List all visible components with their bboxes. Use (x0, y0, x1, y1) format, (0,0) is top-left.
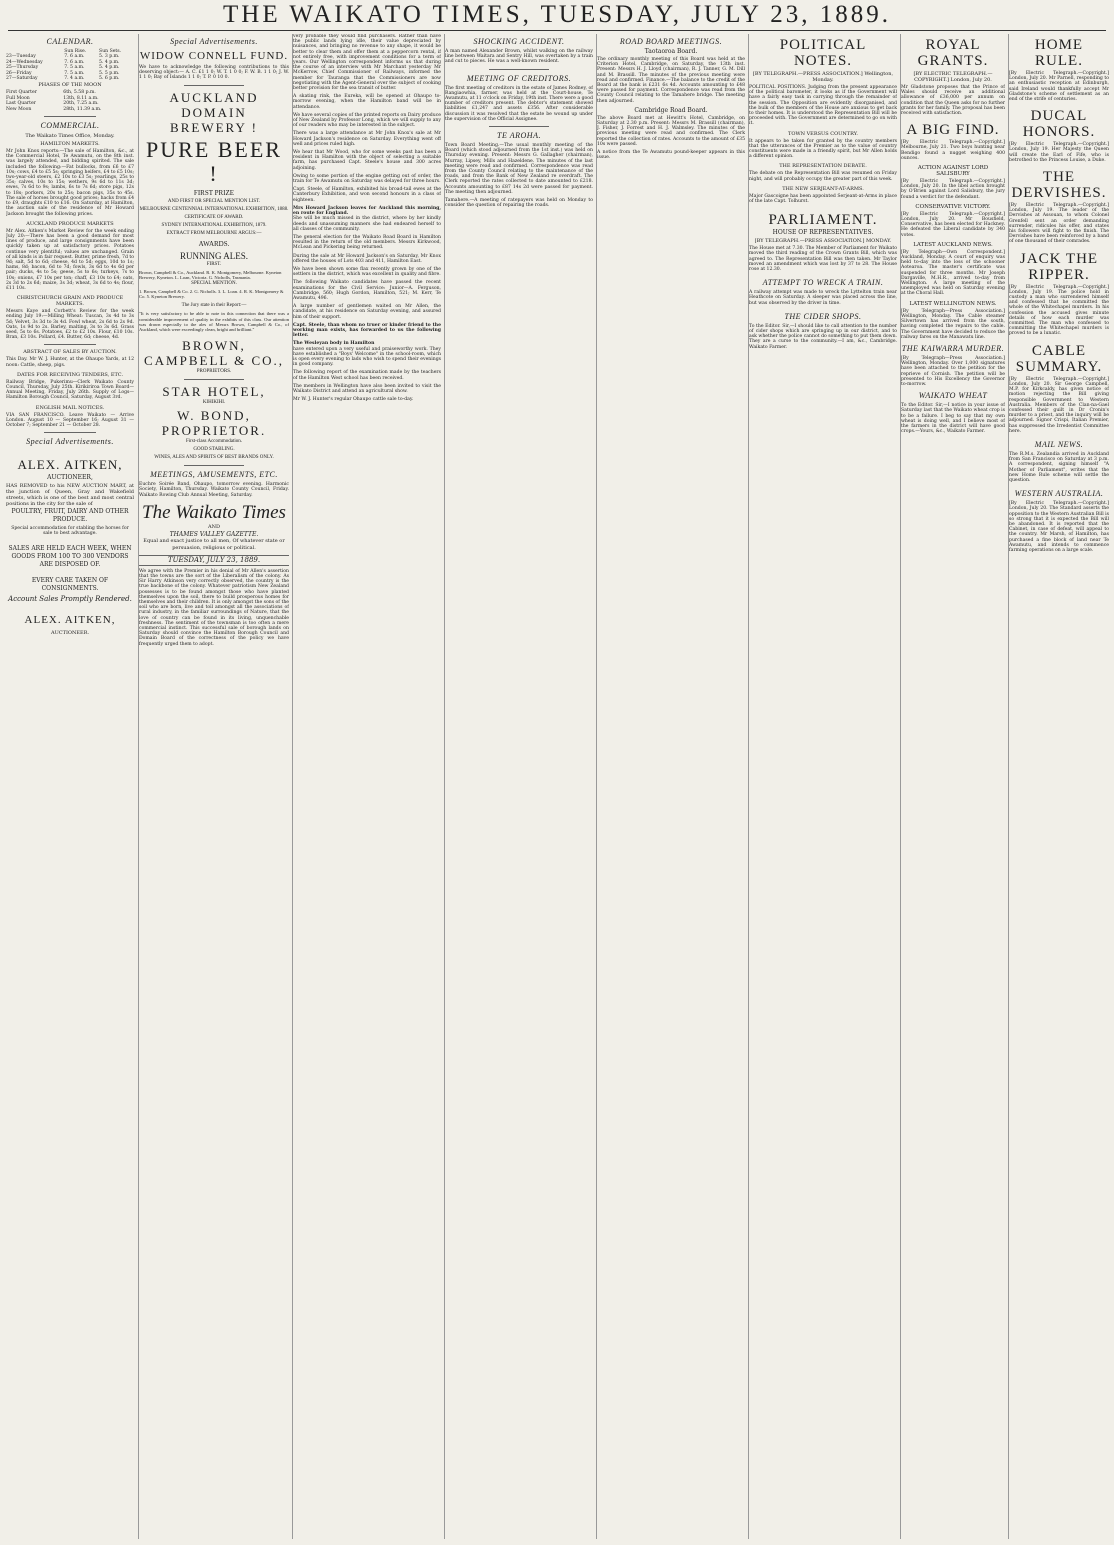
brewery-ad (139, 90, 289, 376)
salisbury-body: [By Electric Telegraph.—Copyright.] London, July 20. In the libel action brought by O'Brien against Lord Salisbury, the jury found a verdict for the defendant. (901, 179, 1005, 200)
jury-quote: "It is very satisfactory to be able to note in this connection that there was a considerable improvement of quality in the exhibits of this class. Our attention was drawn especially to the ales of Messrs Brown, Campbell & Co., of Auckland, which were exceedingly clean, bright and brilliant." (139, 311, 289, 333)
paper-title: The Waikato Times (142, 501, 286, 523)
calendar-heading: CALENDAR. (46, 37, 94, 46)
article-jackson-head: Mrs Howard Jackson leaves for Auckland this morning, en route for England. (293, 205, 441, 217)
article-train-delay: Owing to some portion of the engine getting out of order, the train for Te Awamutu on Saturday was delayed for three hours. (293, 173, 441, 185)
first-list: Brown, Campbell & Co., Auckland. R. K. Montgomery, Melbourne. Kyneton Brewery, Kyneton. L. Loan, Victoria. G. Nicholls, Tasmania. (139, 269, 282, 280)
political-notes-heading: POLITICAL NOTES. (779, 37, 867, 69)
western-australia-heading: WESTERN AUSTRALIA. (1014, 489, 1104, 499)
masthead-rule (8, 30, 1106, 31)
calendar-row: 26—Friday 7. 5 a.m. 5. 5 p.m. (6, 70, 120, 76)
conservative-heading: CONSERVATIVE VICTORY. (915, 203, 991, 210)
christchurch-heading: CHRISTCHURCH GRAIN AND PRODUCE MARKETS. (16, 295, 124, 308)
taotaoroa-heading: Taotaoroa Board. (644, 48, 698, 55)
aitken-signature: ALEX. AITKEN, (24, 613, 116, 626)
waikato-wheat-body: To the Editor. Sir,—I notice in your issue of Saturday last that the Waikato wheat crop is to be a failure. I beg to say that my own wheat is doing well, and I believe most of the farmers in the district will have good crops.—Yours, &c., Waikato Farmer. (901, 403, 1005, 435)
divider (44, 432, 95, 433)
creditors-body: The first meeting of creditors in the estate of James Rodney, of Rangiaowhia, farmer, was held at the Court-house, Te Awamutu, at 11 o'clock on Friday, 19th inst. There were a good number of creditors present. The debtor's statement showed liabilities £1,247 and assets £356. After considerable discussion it was resolved that the estate be wound up under the supervision of the Official Assignee. (445, 85, 593, 122)
awards-label: AWARDS. (198, 239, 230, 248)
article-skating: A skating rink, the Eureka, will be opened at Ohaupo to-morrow evening, when the Hamilton band will be in attendance. (293, 94, 441, 110)
aitken-goods: POULTRY, FRUIT, DAIRY AND OTHER PRODUCE. (11, 508, 129, 524)
hamilton-markets-heading: HAMILTON MARKETS. (40, 141, 100, 148)
ducal-honors-body: [By Electric Telegraph.—Copyright.] London, July 19. Her Majesty the Queen will create the Earl of Fife, who is betrothed to the Princess Louise, a Duke. (1009, 142, 1109, 163)
te-aroha-heading: TE AROHA. (497, 131, 541, 141)
home-rule-heading: HOME RULE. (1034, 37, 1084, 69)
moon-row: Last Quarter 20th, 7.25 a.m. (6, 101, 99, 107)
conservative-body: [By Electric Telegraph.—Copyright.] London, July 20. Mr Bousfield, Conservative, has been elected for Hackney. He defeated the Liberal candidate by 340 votes. (901, 211, 1005, 238)
article-members: The members in Wellington have also been invited to visit the Waikato District and attend an agricultural show. (293, 383, 441, 394)
pound-note: A notice from the Te Awamutu pound-keeper appears in this issue. (597, 150, 745, 161)
aitken-role: AUCTIONEER, (47, 474, 93, 482)
house-sub: [BY TELEGRAPH.—PRESS ASSOCIATION.] MONDAY. (754, 238, 892, 245)
divider (184, 379, 244, 380)
calendar-col-sunrise: Sun Rise. (64, 49, 87, 54)
meetings-body: Euchre Soirée Band, Ohaupo, tomorrow evening. Harmonic Society, Hamilton, Thursday. Waikato County Council, Friday. Waikato Rowing Club Annual Meeting, Saturday. (139, 482, 289, 498)
latest-auckland-body: [By Telegraph—Own Correspondent.] Auckland, Monday. A court of enquiry was held to-day into the loss of the schooner Aotearoa. The master's certificate was suspended for three months. Mr Joseph Dargaville, M.H.R., arrived to-day from Wellington. A large meeting of the unemployed was held on Saturday evening at the Choral Hall. (901, 249, 1005, 297)
political-notes-sub: [BY TELEGRAPH.—PRESS ASSOCIATION.] Wellington, Monday. (752, 71, 894, 83)
mail-news-body: The R.M.s. Zealandia arrived in Auckland from San Francisco on Saturday at 3 p.m. A correspondent, signing himself "A Mother of Parliament", writes that the new Home Rule scheme will settle the question. (1009, 451, 1109, 483)
article-report: The following report of the examination made by the teachers of the Hamilton West school has been received. (293, 370, 441, 381)
dates-heading: DATES FOR RECEIVING TENDERS, ETC. (16, 371, 124, 378)
political-notes-body: POLITICAL POSITIONS. Judging from the present appearance of the political barometer, it looks as if the Government will have a fairly easy task in carrying through the remainder of the session. The Opposition are evidently disorganised, and the bulk of the members of the House are anxious to get back to their homes. It is understood the Representation Bill will be proceeded with. The Government are determined to go on with it. (749, 85, 897, 127)
star-hotel-ad (139, 384, 289, 461)
moon-row: Full Moon 13th, 8.11 a.m. (6, 95, 99, 101)
editorial: We agree with the Premier in his denial of Mr Allen's assertion that the towns are the sort of the Liberalism of the colony. As Sir Harry Atkinson very correctly observed, the country is the true backbone of the colony. Whatever patriotism New Zealand possesses is to be found amongst those who have planted themselves upon the soil, there to build prosperous homes for themselves and their children. It is only amongst the sons of the soil who are born, live and toil amongst all the associations of rural industry, in the familiar surroundings of Nature, that the love of country can be found in its living, unquenchable freshness. The sentiment of the townsman is too often a mere commercial instinct. This successful sale of borough lands on Saturday should convince the Hamilton Borough Council and Domain Board of the correctness of the policy we have frequently urged them to adopt. (139, 568, 289, 647)
cider-body: To the Editor. Sir,—I should like to call attention to the number of cider shops which are springing up in our district, and to ask whether the police cannot do something to put them down. They are a curse to the community.—I am, &c., Cambridge. Waikato Farmer. (749, 323, 897, 350)
column-2 (138, 34, 289, 1539)
meetings-heading: MEETINGS, AMUSEMENTS, ETC. (150, 470, 278, 480)
calendar-col-sunset: Sun Sets. (99, 49, 122, 54)
mails-article: VIA SAN FRANCISCO. Leave Waikato — Arrive London. August 10 — September 16; August 31 — October 7; September 21 — October 28. (6, 412, 134, 428)
brewery-subname: BREWERY ! (170, 119, 258, 135)
creditors-heading: MEETING OF CREDITORS. (466, 73, 572, 83)
cider-heading: THE CIDER SHOPS. (784, 311, 862, 321)
article-flax: We have been shown some flax recently grown by one of the settlers in the district, which was excellent in quality and fibre. (293, 266, 441, 278)
article-wood: We hear that Mr Wood, who for some weeks past has been a resident in Hamilton with the object of selecting a suitable farm, has purchased Capt. Steele's house and 300 acres adjoining. (293, 150, 441, 171)
divider (44, 116, 95, 117)
representation-body: The debate on the Representation Bill was resumed on Friday night, and will probably occupy the greater part of this week. (749, 171, 897, 182)
w-bond-proprietor: W. BOND, PROPRIETOR. (161, 408, 267, 439)
extract-line: EXTRACT FROM MELBOURNE ARGUS:— (166, 230, 262, 236)
western-australia-body: [By Electric Telegraph.—Copyright.] London, July 20. The Standard asserts the opposition to the Western Australian Bill is so strong that it is expected the Bill will be abandoned. It is reported that the Cabinet, in case of defeat, will appeal to the country. Mr Marsh, of Hamilton, has purchased a fine block of land near Te Awamutu, and intends to commence farming operations on a large scale. (1009, 501, 1109, 553)
town-country-body: It appears to be taken for granted by the country members that the utterances of the Premier as to the value of country constituents were made in a friendly spirit, but Mr Allen holds a different opinion. (749, 138, 897, 160)
aitken-note: Special accommodation for stabling the horses for sale to best advantage. (11, 526, 129, 537)
moon-heading: PHASES OF THE MOON (38, 82, 102, 89)
moon-row: New Moon 28th, 11.39 a.m. (6, 106, 102, 112)
dates-article: Railway Bridge, Pukerimu—Clerk Waikato County Council, Thursday, July 25th. Kirikiriroa Town Board—Annual Meeting, Friday, July 26th. Supply of Logs—Hamilton Borough Council, Saturday, August 3rd. (6, 379, 134, 401)
aitken-name: ALEX. AITKEN, (17, 457, 123, 473)
calendar-table (6, 49, 134, 81)
cambridge-board-body: The above Board met at Hewitt's Hotel, Cambridge, on Saturday at 2.30 p.m. Present: Messrs M. Brassill (chairman), J. Fisher, J. Forrest and H. J. Walmsley. The minutes of the previous meeting were read and confirmed. The Clerk reported the collection of rates. Accounts to the amount of £35 10s were passed. (597, 115, 745, 147)
mails-heading: ENGLISH MAIL NOTICES. (35, 404, 105, 411)
serjeant-body: Major Gascoigne has been appointed Serjeant-at-Arms in place of the late Capt. Tolhurst. (749, 193, 897, 205)
big-find-heading: A BIG FIND. (906, 122, 1000, 139)
calendar-row: 25—Thursday 7. 5 a.m. 5. 4 p.m. (6, 65, 120, 71)
paper-and: AND (208, 523, 220, 530)
train-body: A railway attempt was made to wreck the Lyttelton train near Heathcote on Saturday. A sleeper was placed across the line, but was observed by the driver in time. (749, 290, 897, 306)
commercial-article: Mr John Knox reports:—The sale of Hamilton, &c., at the Commercial Hotel, Te Awamutu, on the 8th inst. was largely attended, and bidding spirited. The sale included the following:—Fat bullocks, from £6 to £7 10s; cows, £4 to £5 5s; springing heifers, £4 to £5 10s; two-year-old steers, £2 10s to £3 5s; yearlings, 25s to 35s; calves, 10s to 15s; wethers, 9s 6d to 11s 3d; ewes, 7s 6d to 9s; lambs, 6s to 7s 6d; store pigs, 12s to 18s; porkers, 20s to 25s; bacon pigs, 35s to 45s. The sale of horses brought good prices; hacks from £4 to £9, draughts £10 to £16. On Saturday, at Hamilton, the auction sale of the residence of Mr Howard Jackson brought the following prices. (6, 149, 134, 217)
house-body: The House met at 7.30. The Member of Parliament for Waikato moved the third reading of the Crown Grants Bill, which was agreed to. The Representation Bill was then taken. Mr Taylor moved an amendment which was lost by 37 to 28. The House rose at 12.30. (749, 246, 897, 273)
divider (184, 465, 244, 466)
care-note: EVERY CARE TAKEN OF CONSIGNMENTS. (31, 576, 109, 592)
good-stabling-label: GOOD STABLING. (193, 447, 235, 453)
masthead-title: THE WAIKATO TIMES, TUESDAY, JULY 23, 1889. (223, 1, 891, 28)
cable-summary-body: [By Electric Telegraph.—Copyright.] London, July 20. Sir George Campbell, M.P. for Kirkcaldy, has given notice of motion rejecting the Bill giving responsible Government to Western Australia. Members of the Clan-na-Gael confessed their guilt in Dr Cronin's murder to a priest, and the inquiry will be adjourned. Signor Crispi, Italian Premier, has suppressed the Irredentist Committee here. (1009, 376, 1109, 434)
kaiwarra-body: [By Telegraph—Press Association.] Wellington, Monday. Over 1,000 signatures have been attached to the petition for the reprieve of Cornish. The petition will be presented to His Excellency the Governor to-morrow. (901, 355, 1005, 387)
town-country-heading: TOWN VERSUS COUNTRY. (788, 130, 858, 137)
article-candidates: The following Waikato candidates have passed the recent examinations for the Civil Service: Junior—A. Ferguson, Cambridge, 560; Hugh Gordon, Hamilton, 521; M. Kerr, Te Awamutu, 496. (293, 280, 441, 301)
sydney-exhibition: SYDNEY INTERNATIONAL EXHIBITION, 1879. (161, 222, 267, 228)
dervishes-heading: THE DERVISHES. (1011, 169, 1107, 202)
royal-grants-heading: ROYAL GRANTS. (917, 37, 989, 69)
big-find-body: [By Electric Telegraph.—Copyright.] Melbourne, July 21. Two boys hunting near Bendigo found a nugget weighing 400 ounces. (901, 140, 1005, 161)
special-mention-label: SPECIAL MENTION. (191, 281, 237, 287)
wines-note: WINES, ALES AND SPIRITS OF BEST BRANDS ONLY. (154, 455, 274, 461)
running-ales-heading: RUNNING ALES. (179, 250, 248, 261)
account-note: Account Sales Promptly Rendered. (8, 594, 132, 603)
column-5 (596, 34, 745, 1539)
proprietors-label: PROPRIETORS. (196, 369, 232, 375)
shocking-accident-body: A man named Alexander Brown, whilst walking on the railway line between Waitara and Sentry Hill, was overtaken by a train and cut to pieces. He was a well-known resident. (445, 49, 593, 65)
latest-wellington-body: [By Telegraph—Press Association.] Wellington, Monday. The Cable steamer Silvertown has arrived from the south, having completed the repairs to the cable. The Government have decided to reduce the railway fares on the Manawatu line. (901, 308, 1005, 340)
divider (44, 344, 95, 345)
first-prize-body: AND FIRST OR SPECIAL MENTION LIST. (167, 198, 261, 204)
auckland-produce-heading: AUCKLAND PRODUCE MARKETS (26, 220, 114, 227)
representation-heading: THE REPRESENTATION DEBATE. (779, 163, 867, 170)
divider (489, 126, 548, 127)
te-aroha-body: Town Board Meeting.—The usual monthly meeting of the Board (which stood adjourned from the 1st inst.) was held on Thursday evening. Present: Messrs G. Gallagher (chairman), Murray, Lipsey, Mills and Hazeldene. The minutes of the last meeting were read and confirmed. Correspondence was read from the County Council relating to the maintenance of the roads, and from the Bank of New Zealand re overdraft. The Clerk reported the rates collected to date amounted to £218. Accounts amounting to £87 14s 2d were passed for payment. The meeting then adjourned. (445, 143, 593, 195)
article-jackson-body: She will be much missed in the district, where by her kindly deeds and unassuming manners she had endeared herself to all classes of the community. (293, 216, 441, 232)
serjeant-heading: THE NEW SERJEANT-AT-ARMS. (782, 185, 864, 192)
house-heading: HOUSE OF REPRESENTATIVES. (772, 229, 874, 237)
ripper-body: [By Electric Telegraph.—Copyright.] London, July 19. The police hold in custody a man who surrendered himself and confessed that he committed the whole of the Whitechapel murders. In his confession the accused gives minute details of how each murder was committed. The man who confessed to committing the Whitechapel murders is proved to be a lunatic. (1009, 284, 1109, 337)
special-mention-list: 1. Brown, Campbell & Co. 2. G. Nicholls. 3. L. Loan. 4. R. K. Montgomery & Co. 5. Kyneton Brewery. (139, 289, 284, 300)
divider (489, 69, 548, 70)
article-hunter: Mr W. J. Hunter's regular Ohaupo cattle sale to-day. (293, 397, 414, 403)
christchurch-article: Messrs Kaye and Corbett's Review for the week ending July 19:—Milling Wheat: Tuscan, 3s 4d to 3s 5d; Velvet, 3s 3d to 3s 4d. Fowl wheat, 2s 6d to 2s 9d. Oats, 1s 9d to 2s. Barley, malting, 3s to 3s 6d. Grass seed, 5s to 6s. Potatoes, £2 to £2 10s. Flour, £10 10s. Bran, £3 10s. Pollard, £4. Butter, 6d; cheese, 4d. (6, 309, 134, 341)
latest-wellington-heading: LATEST WELLINGTON NEWS. (909, 300, 997, 307)
column-8 (1008, 34, 1109, 1539)
first-prize-label: FIRST PRIZE (193, 188, 235, 197)
shocking-accident-heading: SHOCKING ACCIDENT. (473, 37, 565, 46)
ducal-honors-heading: DUCAL HONORS. (1022, 108, 1096, 141)
salisbury-heading: ACTION AGAINST LORD SALISBURY (917, 165, 989, 178)
column-3 (292, 34, 441, 1539)
melbourne-exhibition: MELBOURNE CENTENNIAL INTERNATIONAL EXHIBITION, 1888. (139, 206, 289, 212)
tamahere-body: Tamahere.—A meeting of ratepayers was held on Monday to consider the question of repairing the roads. (445, 198, 593, 209)
widow-fund-heading: WIDOW CONNELL FUND. (139, 50, 289, 62)
royal-grants-body: Mr Gladstone proposes that the Prince of Wales should receive an additional allowance of £36,000 per annum on condition that the Queen asks for no further grants for her family. The proposal has been received with satisfaction. (901, 85, 1005, 117)
column-6 (748, 34, 897, 1539)
first-class-label: First-class Accommodation. (185, 439, 243, 445)
article-wesleyan-head: The Wesleyan body in Hamilton (293, 341, 375, 347)
article-sale: During the sale at Mr Howard Jackson's on Saturday, Mr Knox offered the houses of Lots 403 and 411, Hamilton East. (293, 253, 441, 264)
pure-beer-heading: PURE BEER ! (146, 136, 282, 186)
moon-row: First Quarter 6th, 5.58 p.m. (6, 90, 96, 96)
kaiwarra-heading: THE KAIWARRA MURDER. (901, 343, 1005, 353)
paper-subtitle: THAMES VALLEY GAZETTE. (169, 530, 259, 538)
star-hotel-name: STAR HOTEL, (162, 384, 266, 400)
issue-date: TUESDAY, JULY 23, 1889. (139, 555, 289, 566)
taotaoroa-body: The ordinary monthly meeting of this Board was held at the Criterion Hotel, Cambridge, on Saturday, the 13th inst. Present: Messrs H. J. Lloyd (chairman), R. J. Tanner, G. M. Dill and M. Brassill. The minutes of the previous meeting were read and confirmed. Finance.—The balance to the credit of the Board at the bank is £231 6s 4d. Accounts amounting to £48 were passed for payment. Correspondence was read from the County Council relating to the Tamahere bridge. The meeting then adjourned. (597, 57, 745, 104)
kihikihi-label: KIHIKIHI. (202, 400, 226, 406)
auckland-produce-article: Mr Alex. Aitken's Market Review for the week ending July 20:—There has been a good demand for most lines of produce, and large consignments have been quickly taken up at satisfactory prices. Potatoes continue very plentiful; values are unchanged. Grain of all kinds is in fair request. Butter, prime fresh, 7d to 9d; salt, 5d to 6d; cheese, 4d to 5d; eggs, 10d to 1s; hams, 8d; bacon, 6d to 7d; fowls, 3s 6d to 4s 6d per pair; ducks, 4s to 5s; geese, 5s to 6s; turkeys, 7s to 10s; onions, £7 10s per ton; chaff, £3 10s to £4; oats, 2s 3d to 2s 6d; maize, 3s 3d; wheat, 3s 6d to 4s; flour, £11 10s. (6, 228, 134, 291)
abstract-article: This Day. Mr W. J. Hunter, at the Ohaupo Yards, at 12 noon: Cattle, sheep, pigs. (6, 357, 134, 368)
latest-auckland-heading: LATEST AUCKLAND NEWS. (913, 241, 993, 248)
article-steele: Capt. Steele, than whom no truer or kinder friend to the working man exists, has forwarded to us the following letter. (293, 322, 441, 339)
article-wesleyan-body: have entered upon a very useful and praiseworthy work. They have established a "Boys' Welcome" in the school-room, which is open every evening to lads who wish to spend their evenings in good company. (293, 346, 441, 368)
parliament-heading: PARLIAMENT. (768, 212, 878, 229)
article-general-election: The general election for the Waikato Road Board in Hamilton resulted in the return of the old members. Messrs Kirkwood, McLean and Pickering being returned. (293, 234, 441, 251)
brewery-name: AUCKLAND DOMAIN (169, 89, 259, 120)
cable-summary-heading: CABLE SUMMARY. (1015, 342, 1103, 375)
special-ads-heading: Special Advertisements. (26, 437, 114, 447)
road-board-heading: ROAD BOARD MEETINGS. (619, 37, 723, 46)
waikato-wheat-heading: WAIKATO WHEAT (918, 391, 988, 401)
aitken-body: HAS REMOVED to his NEW AUCTION MART, at the junction of Queen, Gray and Wakefield streets, which is one of the best and most central positions in the city for the sale of (6, 483, 134, 508)
article-copies: We have several copies of the printed reports on Dairy produce of New Zealand by Professor Long, which we will supply to any of our readers who may be interested in the subject. (293, 112, 441, 129)
jury-note: The Jury state in their Report:— (181, 303, 247, 309)
calendar-row: 23—Tuesday 7. 6 a.m. 5. 3 p.m. (6, 54, 120, 60)
aitken-signature-role: AUCTIONEER. (50, 629, 90, 636)
commercial-heading: COMMERCIAL. (40, 121, 100, 131)
commercial-subheading: The Waikato Times Office, Monday. (25, 133, 115, 140)
sales-note: SALES ARE HELD EACH WEEK, WHEN GOODS FROM 100 TO 300 VENDORS ARE DISPOSED OF. (8, 544, 132, 568)
divider (184, 85, 244, 86)
ripper-heading: JACK THE RIPPER. (1019, 250, 1099, 283)
moon-table (6, 90, 134, 112)
column-1 (6, 34, 134, 1539)
mail-news-heading: MAIL NEWS. (1034, 439, 1084, 449)
article-gentlemen: A large number of gentlemen waited on Mr Allen, the candidate, at his residence on Saturday evening, and assured him of their support. (293, 304, 441, 320)
article-exhibition: Capt. Steele, of Hamilton, exhibited his broad-tail ewes at the Canterbury Exhibition, and won second honours in a class of eighteen. (293, 187, 441, 203)
article-public-lands: very probable they would find purchasers. Rather than have the public lands lying idle, their value depreciated by nuisances, and bringing no revenue to any shape, it would be better to clear them and offer them at a peppercorn rental, if not entirely free, with improvement conditions for a term of years. Our Wellington correspondent informs us that during the course of an interview with Mr Marchant yesterday Mr McKerrow, Chief Commissioner of Railways, informed the member for Tauranga that the Commissioners are now negotiating with the Agent-General over the subject of cooking better provision for the sea transit of butter. (293, 34, 441, 92)
certificate-line: CERTIFICATE OF AWARD. (184, 214, 244, 220)
royal-grants-sub: [BY ELECTRIC TELEGRAPH.—COPYRIGHT.] London, July 20. (913, 71, 993, 83)
calendar-row: 24—Wednesday 7. 6 a.m. 5. 4 p.m. (6, 59, 120, 65)
dervishes-body: [By Electric Telegraph.—Copyright.] London, July 19. The leader of the Dervishes at Assouan, to whom Colonel Grenfell sent an order demanding surrender, ridicules his offer, and states his followers will fight to the finish. The Dervishes have been reinforced by a band of one thousand of their comrades. (1009, 203, 1109, 245)
cambridge-board-heading: Cambridge Road Board. (634, 106, 708, 114)
article-attendance: There was a large attendance at Mr John Knox's sale at Mr Howard Jackson's residence on Saturday. Everything went off well and prices ruled high. (293, 131, 441, 147)
column-7 (900, 34, 1005, 1539)
brown-campbell-heading: BROWN, CAMPBELL & CO., (143, 338, 285, 369)
widow-fund-body: We have to acknowledge the following contributions to this deserving object:— A. C. £1 1 0; W. T. 1 0 0; F. W. B. 1 1 0; J. W. 1 1 0; Bay of Islands 1 1 0; T. P. 0 10 0. (139, 65, 289, 81)
abstract-heading: ABSTRACT OF SALES BY AUCTION. (23, 349, 117, 356)
paper-motto: Equal and exact justice to all men, Of whatever state or persuasion, religious or political. (143, 537, 285, 551)
first-label: FIRST. (206, 261, 222, 267)
train-heading: ATTEMPT TO WRECK A TRAIN. (762, 278, 884, 288)
calendar-row: 27—Saturday 7. 4 a.m. 5. 6 p.m. (6, 76, 120, 82)
column-4 (444, 34, 593, 1539)
special-ads-heading: Special Advertisements. (170, 37, 258, 46)
home-rule-body: [By Electric Telegraph.—Copyright.] London, July 20. Mr Parnell, responding to an enthusiastic reception at Edinburgh, said Ireland would thankfully accept Mr Gladstone's scheme of settlement as an end of the strife of centuries. (1009, 71, 1109, 103)
